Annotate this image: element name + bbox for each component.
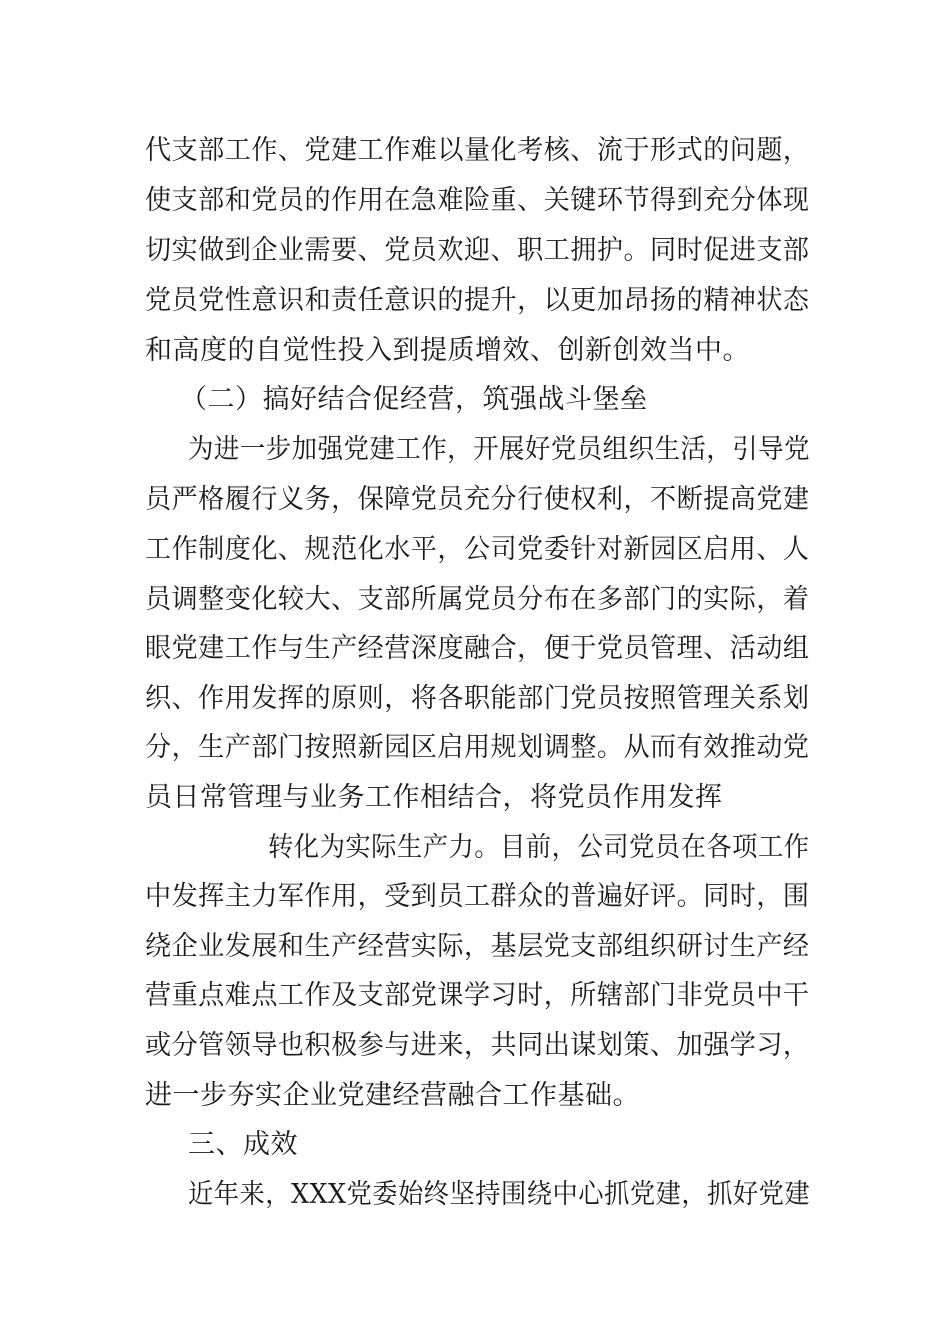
text-line: 织、作用发挥的原则，将各职能部门党员按照管理关系划 xyxy=(145,683,810,714)
text-line: 营重点难点工作及支部党课学习时，所辖部门非党员中干 xyxy=(145,980,810,1011)
section-heading: （二）搞好结合促经营，筑强战斗堡垒 xyxy=(180,384,648,415)
text-line: 进一步夯实企业党建经营融合工作基础。 xyxy=(145,1080,640,1111)
text-line: 或分管领导也积极参与进来，共同出谋划策、加强学习， xyxy=(145,1030,810,1061)
text-line: 为进一步加强党建工作，开展好党员组织生活，引导党 xyxy=(188,434,810,465)
text-line: 切实做到企业需要、党员欢迎、职工拥护。同时促进支部 xyxy=(145,235,810,266)
text-line: 眼党建工作与生产经营深度融合，便于党员管理、活动组 xyxy=(145,633,810,664)
section-heading: 三、成效 xyxy=(188,1129,298,1160)
text-line: 转化为实际生产力。目前，公司党员在各项工作 xyxy=(268,832,810,863)
text-line: 工作制度化、规范化水平，公司党委针对新园区启用、人 xyxy=(145,534,810,565)
text-line: 分，生产部门按照新园区启用规划调整。从而有效推动党 xyxy=(145,732,810,763)
text-line: 中发挥主力军作用，受到员工群众的普遍好评。同时，围 xyxy=(145,881,810,912)
text-line: 代支部工作、党建工作难以量化考核、流于形式的问题， xyxy=(145,135,810,166)
text-line: 员严格履行义务，保障党员充分行使权利，不断提高党建 xyxy=(145,484,810,515)
text-line: 绕企业发展和生产经营实际，基层党支部组织研讨生产经 xyxy=(145,931,810,962)
text-line: 员日常管理与业务工作相结合，将党员作用发挥 xyxy=(145,782,723,813)
text-line: 和高度的自觉性投入到提质增效、创新创效当中。 xyxy=(145,335,750,366)
text-line: 近年来，XXX党委始终坚持围绕中心抓党建，抓好党建 xyxy=(188,1179,811,1210)
text-line: 党员党性意识和责任意识的提升，以更加昂扬的精神状态 xyxy=(145,285,810,316)
text-line: 使支部和党员的作用在急难险重、关键环节得到充分体现 xyxy=(145,185,810,216)
text-line: 员调整变化较大、支部所属党员分布在多部门的实际，着 xyxy=(145,584,810,615)
